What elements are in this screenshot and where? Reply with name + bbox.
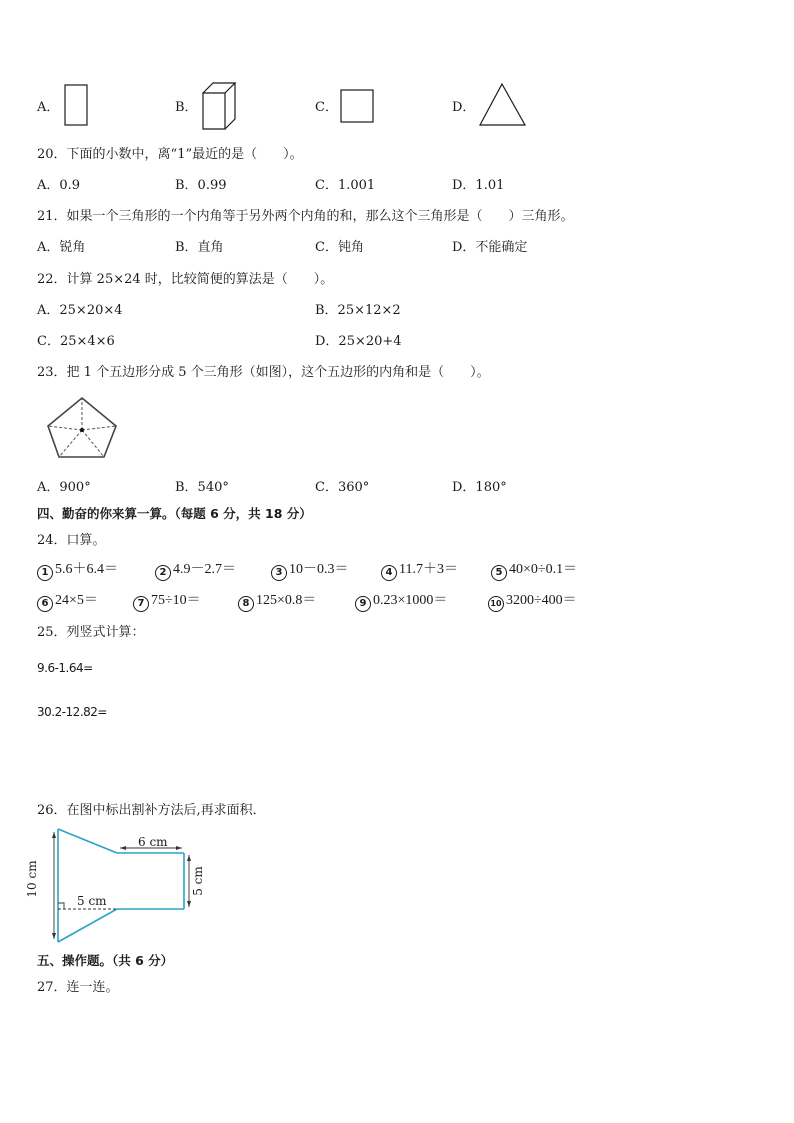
item-number-badge: 9 bbox=[355, 596, 371, 612]
q26-label-left: 10 cm bbox=[25, 860, 39, 898]
item-number-badge: 7 bbox=[133, 596, 149, 612]
q24-item-6 bbox=[37, 593, 98, 612]
item-number-badge: 4 bbox=[381, 565, 397, 581]
item-number-badge: 8 bbox=[238, 596, 254, 612]
square-shape bbox=[340, 89, 376, 125]
q26-label-right: 5 cm bbox=[191, 866, 205, 896]
item-number-badge: 2 bbox=[155, 565, 171, 581]
q24-stem: 24．口算。 bbox=[37, 533, 106, 548]
q24-expr: 4.9－2.7＝ bbox=[173, 562, 236, 577]
q27-stem: 27．连一连。 bbox=[37, 980, 119, 995]
q24-item-1 bbox=[37, 562, 118, 581]
q22-option-c[interactable]: C．25×4×6 bbox=[37, 334, 115, 349]
q22-option-b[interactable]: B．25×12×2 bbox=[315, 303, 401, 318]
q21-option-d[interactable]: D．不能确定 bbox=[452, 240, 528, 255]
q21-option-a[interactable]: A．锐角 bbox=[37, 240, 86, 255]
q24-item-7 bbox=[133, 593, 201, 612]
q23-option-b[interactable]: B．540° bbox=[175, 480, 229, 495]
q24-expr: 125×0.8＝ bbox=[256, 593, 317, 608]
q24-expr: 11.7＋3＝ bbox=[399, 562, 458, 577]
q23-option-c[interactable]: C．360° bbox=[315, 480, 370, 495]
item-number-badge: 6 bbox=[37, 596, 53, 612]
section-4-heading: 四、勤奋的你来算一算。（每题 6 分，共 18 分） bbox=[37, 506, 312, 521]
q22-option-d[interactable]: D．25×20+4 bbox=[315, 334, 402, 349]
triangle-shape bbox=[478, 82, 530, 128]
section-5-heading: 五、操作题。（共 6 分） bbox=[37, 953, 174, 968]
q24-item-9 bbox=[355, 593, 447, 612]
q24-expr: 5.6＋6.4＝ bbox=[55, 562, 118, 577]
q22-stem: 22．计算 25×24 时，比较简便的算法是（ ）。 bbox=[37, 272, 334, 287]
q23-option-d[interactable]: D．180° bbox=[452, 480, 507, 495]
q26-label-inner: 5 cm bbox=[77, 894, 107, 908]
q24-expr: 0.23×1000＝ bbox=[373, 593, 448, 608]
q19-option-d-letter: D． bbox=[452, 100, 476, 115]
q24-item-8 bbox=[238, 593, 316, 612]
q21-option-b[interactable]: B．直角 bbox=[175, 240, 224, 255]
q24-item-2 bbox=[155, 562, 236, 581]
q26-stem: 26．在图中标出割补方法后,再求面积． bbox=[37, 803, 266, 818]
q20-option-b[interactable]: B．0.99 bbox=[175, 178, 227, 193]
item-number-badge: 1 bbox=[37, 565, 53, 581]
q26-label-top: 6 cm bbox=[138, 835, 168, 849]
q19-option-a-letter: A． bbox=[37, 100, 60, 115]
q23-option-a[interactable]: A．900° bbox=[37, 480, 91, 495]
q19-option-b-letter: B． bbox=[175, 100, 198, 115]
q21-stem: 21．如果一个三角形的一个内角等于另外两个内角的和，那么这个三角形是（ ）三角形。 bbox=[37, 209, 574, 224]
q22-option-a[interactable]: A．25×20×4 bbox=[37, 303, 123, 318]
q24-item-5 bbox=[491, 562, 577, 581]
item-number-badge: 3 bbox=[271, 565, 287, 581]
q20-option-a[interactable]: A．0.9 bbox=[37, 178, 81, 193]
q19-option-c-letter: C． bbox=[315, 100, 338, 115]
q24-expr: 10－0.3＝ bbox=[289, 562, 349, 577]
tall-rectangle-shape bbox=[64, 84, 90, 128]
q24-item-10 bbox=[488, 593, 577, 612]
q24-item-3 bbox=[271, 562, 349, 581]
q20-option-c[interactable]: C．1.001 bbox=[315, 178, 376, 193]
composite-shape-figure bbox=[36, 826, 216, 948]
item-number-badge: 10 bbox=[488, 596, 504, 612]
pentagon-figure bbox=[45, 395, 121, 461]
q23-stem: 23．把 1 个五边形分成 5 个三角形（如图），这个五边形的内角和是（ ）。 bbox=[37, 365, 490, 380]
q25-stem: 25．列竖式计算： bbox=[37, 625, 145, 640]
q24-expr: 3200÷400＝ bbox=[506, 593, 577, 608]
q25-item-2: 30.2-12.82= bbox=[37, 705, 107, 719]
item-number-badge: 5 bbox=[491, 565, 507, 581]
q20-stem: 20．下面的小数中，离“1”最近的是（ ）。 bbox=[37, 147, 303, 162]
q24-item-4 bbox=[381, 562, 458, 581]
q24-expr: 40×0÷0.1＝ bbox=[509, 562, 578, 577]
q20-option-d[interactable]: D．1.01 bbox=[452, 178, 505, 193]
q24-expr: 24×5＝ bbox=[55, 593, 98, 608]
q25-item-1: 9.6-1.64= bbox=[37, 661, 93, 675]
cuboid-shape bbox=[200, 81, 240, 131]
q21-option-c[interactable]: C．钝角 bbox=[315, 240, 364, 255]
q24-expr: 75÷10＝ bbox=[151, 593, 201, 608]
